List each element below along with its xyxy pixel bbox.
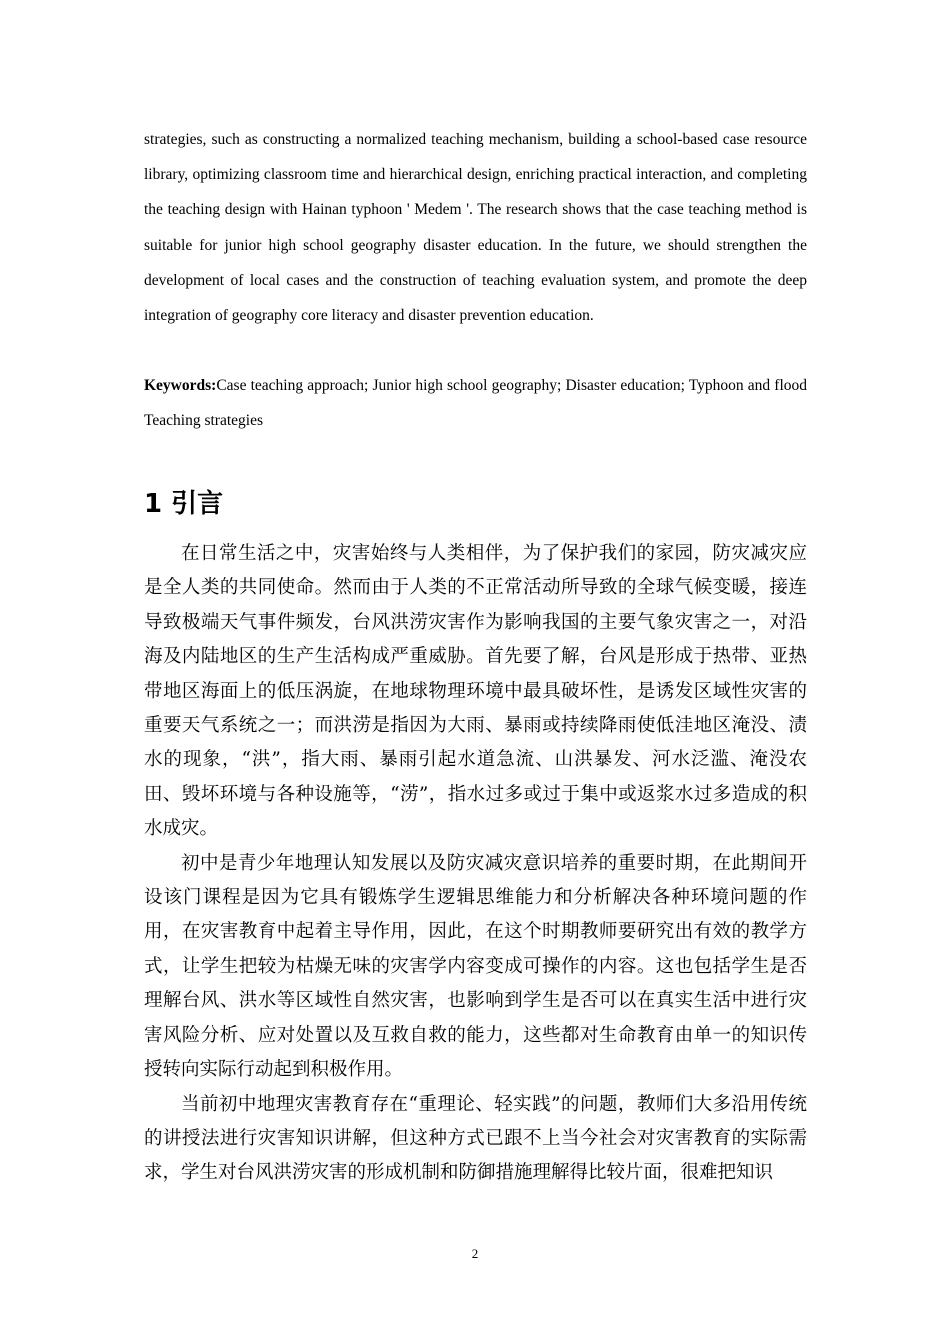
page-number: 2 [471,1246,479,1261]
keywords-line [144,368,807,438]
section-body [144,537,807,1191]
keywords-label: Keywords: [144,377,217,394]
keywords-text: Case teaching approach; Junior high school geography; Disaster education; Typhoon and flood Teaching strategies [144,377,807,430]
body-paragraph: 在日常生活之中，灾害始终与人类相伴，为了保护我们的家园，防灾减灾应是全人类的共同使命。然而由于人类的不正常活动所导致的全球气候变暖，接连导致极端天气事件频发，台风洪涝灾害作为影响我国的主要气象灾害之一，对沿海及内陆地区的生产生活构成严重威胁。首先要了解，台风是形成于热带、亚热带地区海面上的低压涡旋，在地球物理环境中最具破坏性，是诱发区域性灾害的重要天气系统之一；而洪涝是指因为大雨、暴雨或持续降雨使低洼地区淹没、渍水的现象，“洪”，指大雨、暴雨引起水道急流、山洪暴发、河水泛滥、淹没农田、毁坏环境与各种设施等，“涝”，指水过多或过于集中或返浆水过多造成的积水成灾。 [144,543,807,840]
body-paragraph: 初中是青少年地理认知发展以及防灾减灾意识培养的重要时期，在此期间开设该门课程是因为它具有锻炼学生逻辑思维能力和分析解决各种环境问题的作用，在灾害教育中起着主导作用，因此，在这个时期教师要研究出有效的教学方式，让学生把较为枯燥无味的灾害学内容变成可操作的内容。这也包括学生是否理解台风、洪水等区域性自然灾害，也影响到学生是否可以在真实生活中进行灾害风险分析、应对处置以及互救自救的能力，这些都对生命教育由单一的知识传授转向实际行动起到积极作用。 [144,852,807,1081]
section-heading: 1 引言 [144,489,224,519]
abstract-continuation: strategies, such as constructing a normalized teaching mechanism, building a school-based case resource library, optimizing classroom time and hierarchical design, enriching practical interaction, and completing the teaching design with Hainan typhoon ' Medem '. The research shows that the case teaching method is suitable for junior high school geography disaster education. In the future, we should strengthen the development of local cases and the construction of teaching evaluation system, and promote the deep integration of geography core literacy and disaster prevention education. [144,131,807,325]
body-paragraph: 当前初中地理灾害教育存在“重理论、轻实践”的问题，教师们大多沿用传统的讲授法进行灾害知识讲解，但这种方式已跟不上当今社会对灾害教育的实际需求，学生对台风洪涝灾害的形成机制和防御措施理解得比较片面，很难把知识 [144,1093,807,1184]
